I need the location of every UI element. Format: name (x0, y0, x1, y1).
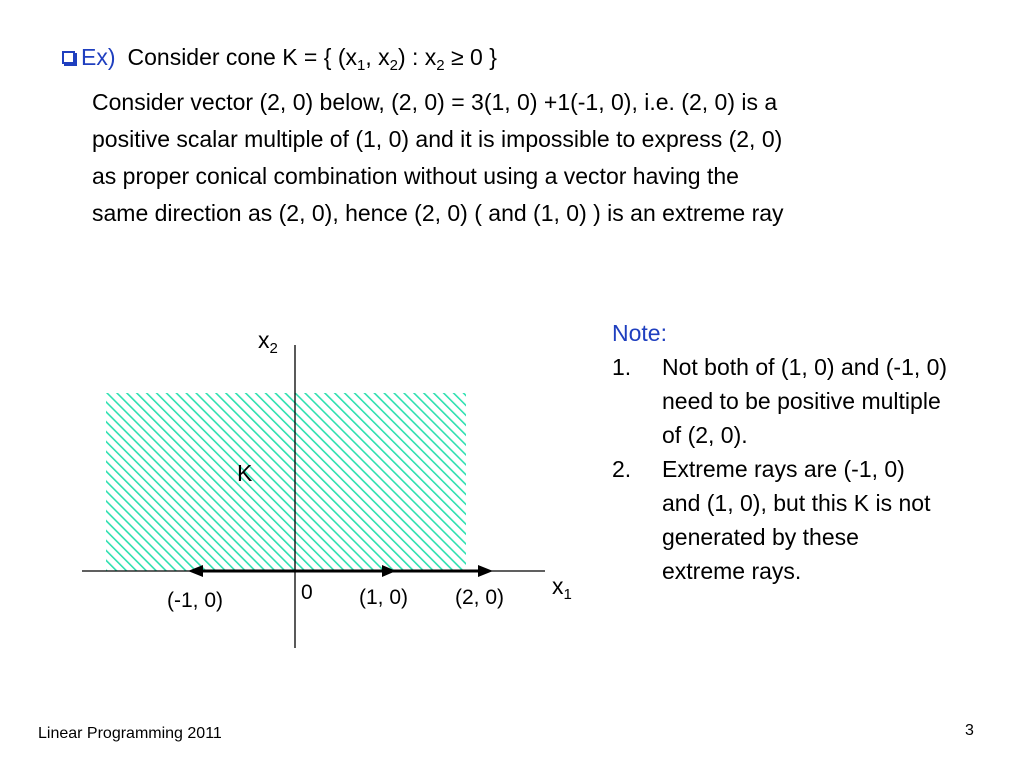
cone-definition-start: Consider cone K = { (x (127, 44, 357, 70)
subscript-1: 1 (356, 57, 366, 74)
note-line: Not both of (1, 0) and (-1, 0) (662, 354, 948, 380)
footer-course: Linear Programming 2011 (38, 725, 222, 742)
x1-axis-label (552, 573, 572, 603)
note-item (612, 452, 1022, 588)
paragraph-line: same direction as (2, 0), hence (2, 0) ( and (1, 0) ) is an extreme ray (92, 200, 784, 226)
note-line: Extreme rays are (-1, 0) (662, 456, 905, 482)
x1-sub: 1 (563, 586, 572, 603)
cone-region (106, 393, 466, 571)
x2-base: x (258, 327, 270, 353)
note-line: need to be positive multiple (662, 388, 941, 414)
origin-label: 0 (301, 581, 313, 604)
vector-neg1-label: (-1, 0) (167, 589, 224, 612)
note-line: and (1, 0), but this K is not (662, 490, 931, 516)
note-line: extreme rays. (662, 558, 802, 584)
x2-sub: 2 (269, 340, 278, 357)
note-number: 2. (612, 456, 632, 482)
paragraph-line: as proper conical combination without using a vector having the (92, 163, 739, 189)
region-label: K (237, 460, 253, 486)
vector-2-label: (2, 0) (455, 586, 505, 609)
ex-label: Ex) (81, 44, 116, 70)
note-line: generated by these (662, 524, 859, 550)
note-box (612, 316, 1022, 588)
note-line: of (2, 0). (662, 422, 748, 448)
note-title: Note: (612, 320, 667, 346)
subscript-2: 2 (389, 57, 398, 74)
cone-definition-middle: ) : x (397, 44, 437, 70)
paragraph-line: positive scalar multiple of (1, 0) and it is impossible to express (2, 0) (92, 126, 783, 152)
x1-base: x (552, 573, 564, 599)
page-number: 3 (965, 722, 974, 739)
subscript-3: 2 (436, 57, 445, 74)
vector-1-label: (1, 0) (359, 586, 409, 609)
note-number: 1. (612, 354, 632, 380)
note-item (612, 350, 1022, 452)
cone-definition-comma: , x (365, 44, 390, 70)
paragraph-line: Consider vector (2, 0) below, (2, 0) = 3(1, 0) +1(-1, 0), i.e. (2, 0) is a (92, 89, 778, 115)
cone-definition-tail: ≥ 0 } (444, 44, 497, 70)
x2-axis-label (258, 327, 278, 357)
